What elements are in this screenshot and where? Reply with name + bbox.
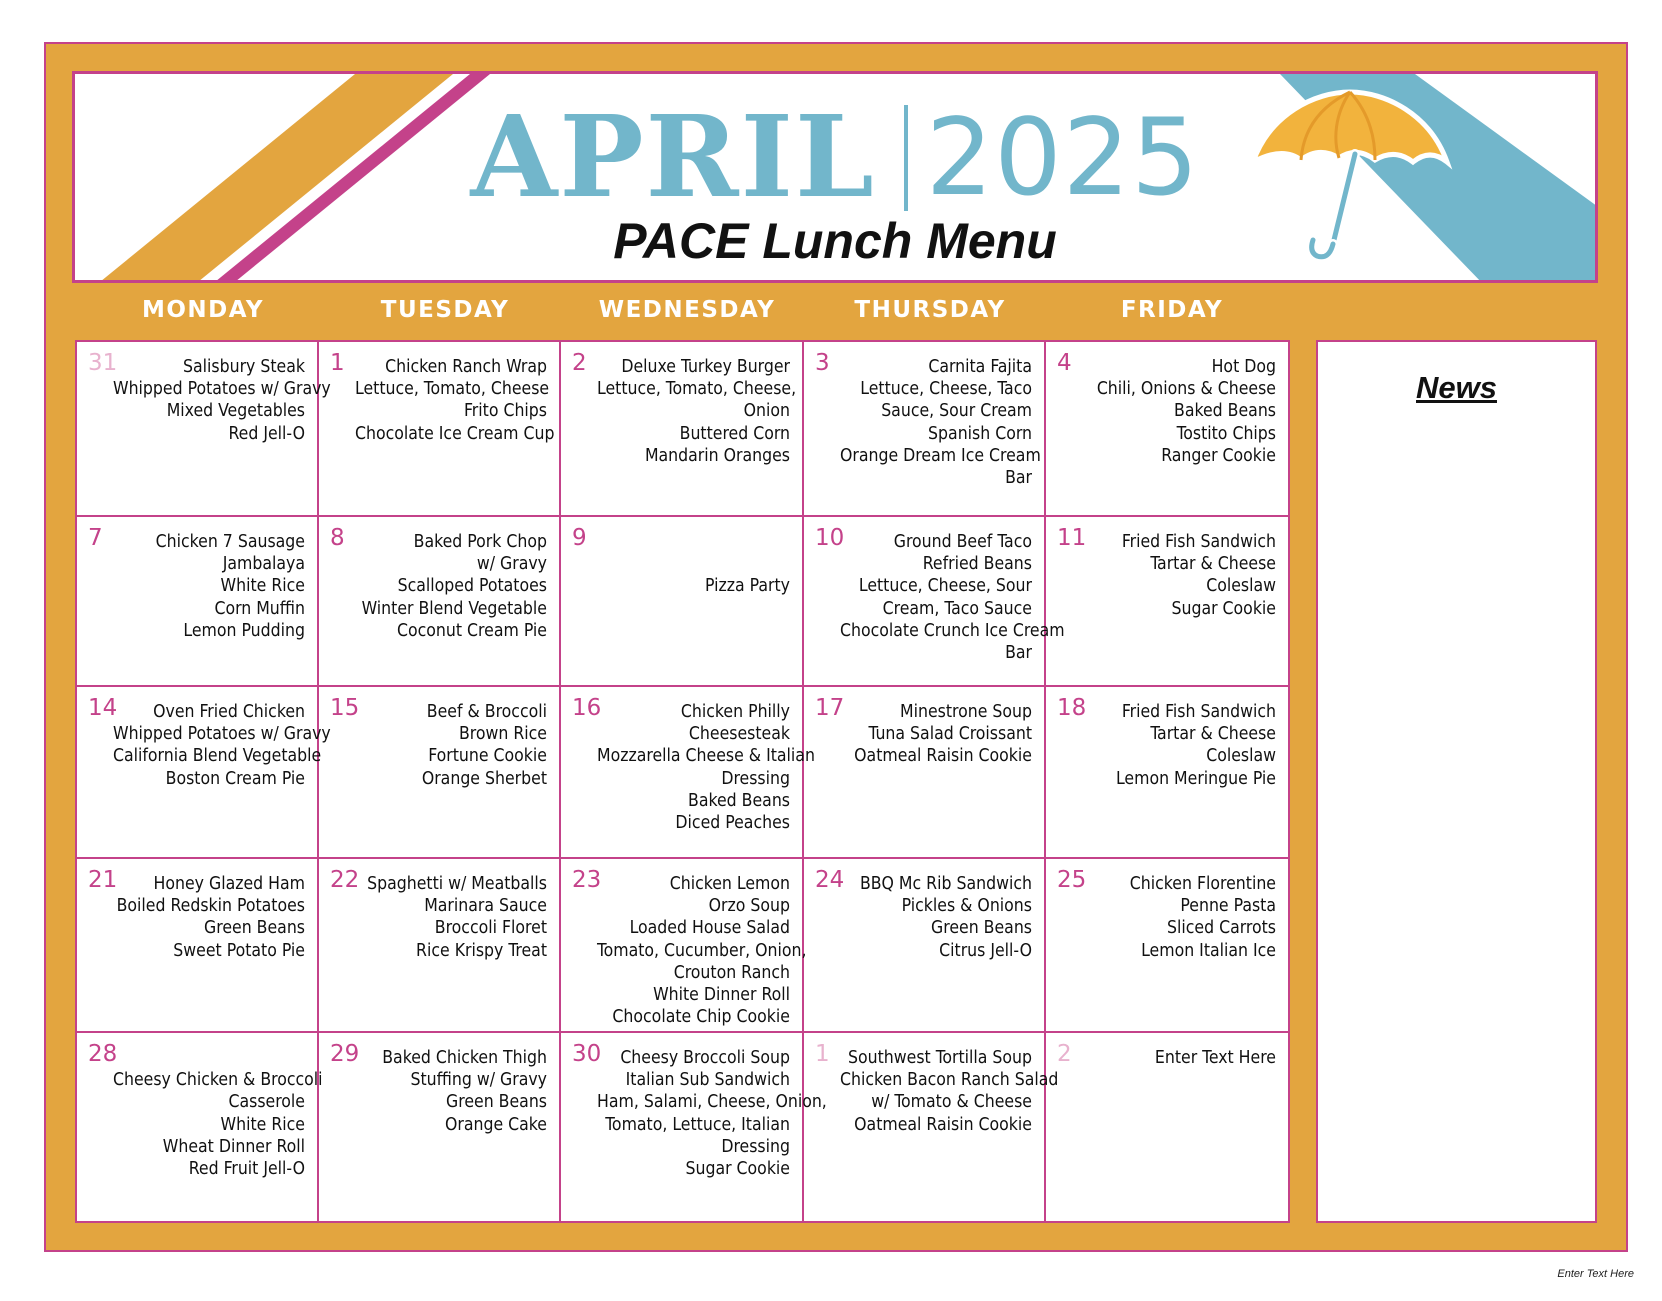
menu-item: Mozzarella Cheese & Italian [597,746,815,767]
menu-item: Ham, Salami, Cheese, Onion, [597,1092,827,1113]
menu-item: Onion [743,401,790,422]
day-number: 21 [88,867,118,893]
menu-item: White Rice [220,576,305,597]
calendar-day-cell [1046,859,1288,1033]
menu-item: Wheat Dinner Roll [162,1136,305,1157]
menu-item: Pickles & Onions [901,896,1032,917]
day-number: 8 [330,525,345,551]
day-number: 10 [815,525,845,551]
calendar-grid [75,340,1290,1223]
umbrella-icon [1245,84,1455,264]
calendar-day-cell [804,859,1046,1033]
day-number: 7 [88,525,103,551]
menu-item: Cheesy Broccoli Soup [620,1048,790,1068]
menu-item: Coleslaw [1206,576,1276,597]
footer-note: Enter Text Here [1557,1268,1634,1280]
menu-item: Fortune Cookie [428,746,547,767]
menu-item: Jambalaya [222,554,305,575]
calendar-day-cell [77,517,319,687]
menu-item: Beef & Broccoli [426,702,547,722]
menu-item: Baked Beans [688,790,790,811]
menu-item: Stuffing w/ Gravy [410,1070,547,1091]
calendar-day-cell [1046,517,1288,687]
menu-item: Dressing [721,768,790,789]
menu-items [355,701,547,790]
menu-item [113,1047,305,1069]
calendar-day-cell [1046,1033,1288,1221]
menu-item: Boiled Redskin Potatoes [116,896,305,917]
menu-item: Green Beans [931,918,1032,939]
menu-item: Broccoli Floret [434,918,547,939]
calendar-day-cell [561,517,804,687]
menu-item: White Rice [220,1114,305,1135]
menu-item: Carnita Fajita [928,357,1032,377]
menu-item: Buttered Corn [679,423,790,444]
page-subtitle: PACE Lunch Menu [613,213,1057,269]
menu-item: Fried Fish Sandwich [1121,702,1276,722]
menu-item: Orange Cake [444,1114,547,1135]
day-number: 9 [572,525,587,551]
calendar-day-cell [77,687,331,859]
calendar-day-cell [319,517,561,687]
menu-item: Italian Sub Sandwich [625,1070,790,1091]
menu-item: Winter Blend Vegetable [361,598,547,619]
menu-items [597,873,807,1028]
menu-items [840,356,1041,489]
day-number: 31 [88,350,118,376]
menu-item: Lettuce, Tomato, Cheese, [597,379,797,400]
day-number: 4 [1057,350,1072,376]
menu-item: Green Beans [446,1092,547,1113]
menu-item: Citrus Jell-O [939,940,1032,961]
menu-item: Deluxe Turkey Burger [621,357,790,377]
menu-item: Boston Cream Pie [165,768,305,789]
menu-item: Orange Sherbet [421,768,547,789]
day-number: 17 [815,695,845,721]
menu-item: Tartar & Cheese [1150,554,1276,575]
menu-item: Mandarin Oranges [644,445,790,466]
menu-item: Frito Chips [464,401,547,422]
menu-items [113,356,331,445]
menu-items [1082,356,1276,467]
menu-item: Chicken Florentine [1129,874,1276,894]
news-panel [1316,340,1597,1223]
menu-item: Tuna Salad Croissant [868,724,1032,745]
menu-item: Whipped Potatoes w/ Gravy [113,379,331,400]
day-number: 1 [330,350,345,376]
calendar-day-cell [1046,687,1288,859]
menu-item: Baked Beans [1174,401,1276,422]
title-year: 2025 [925,96,1200,219]
calendar-day-cell [804,517,1065,687]
menu-item: Red Jell-O [228,423,305,444]
menu-item: Orzo Soup [708,896,790,917]
menu-items [355,1047,547,1136]
menu-item: w/ Tomato & Cheese [871,1092,1032,1113]
menu-item: Rice Krispy Treat [416,940,547,961]
menu-item: Dressing [721,1136,790,1157]
menu-items [355,873,547,962]
menu-items [840,1047,1059,1136]
menu-item: Spaghetti w/ Meatballs [367,874,547,894]
menu-item: Sweet Potato Pie [173,940,305,961]
menu-item: Spanish Corn [928,423,1032,444]
menu-item: Coleslaw [1206,746,1276,767]
calendar-day-cell [1046,342,1288,517]
menu-item: Chicken 7 Sausage [155,532,305,552]
menu-item: Loaded House Salad [629,918,790,939]
header-banner [72,71,1598,283]
menu-item: Pizza Party [705,576,790,597]
calendar-day-cell [319,859,561,1033]
calendar-day-cell [561,342,804,517]
menu-item: Baked Pork Chop [413,532,547,552]
calendar-day-cell [804,342,1046,517]
menu-item: Hot Dog [1211,357,1276,377]
menu-items [113,1047,323,1180]
menu-item: Sauce, Sour Cream [881,401,1032,422]
menu-items [597,701,815,834]
news-title: News [1416,370,1497,405]
menu-item: Chili, Onions & Cheese [1096,379,1276,400]
calendar-day-cell [319,342,561,517]
day-number: 18 [1057,695,1087,721]
calendar-day-cell [77,859,319,1033]
day-number: 30 [572,1041,602,1067]
menu-item: White Dinner Roll [653,985,790,1006]
menu-item: BBQ Mc Rib Sandwich [859,874,1032,894]
day-number: 24 [815,867,845,893]
menu-item: Chicken Bacon Ranch Salad [840,1070,1059,1091]
menu-item: Chicken Lemon [669,874,790,894]
menu-item: Lemon Meringue Pie [1115,768,1276,789]
day-number: 23 [572,867,602,893]
menu-item: Bar [1005,468,1032,489]
menu-item: Penne Pasta [1180,896,1276,917]
menu-item: Orange Dream Ice Cream [840,445,1041,466]
menu-item: Ground Beef Taco [893,532,1032,552]
menu-item: California Blend Vegetable [113,746,322,767]
calendar-day-cell [804,687,1046,859]
menu-item: Tartar & Cheese [1150,724,1276,745]
day-header-wednesday: WEDNESDAY [598,297,776,323]
calendar-day-cell [77,1033,323,1221]
menu-item: Honey Glazed Ham [153,874,305,894]
menu-item: Scalloped Potatoes [397,576,547,597]
menu-item: Sugar Cookie [685,1159,790,1180]
menu-item: Fried Fish Sandwich [1121,532,1276,552]
menu-item: Lemon Pudding [183,620,305,641]
day-number: 11 [1057,525,1087,551]
day-header-monday: MONDAY [141,297,265,323]
menu-item: Minestrone Soup [900,702,1032,722]
menu-items [1082,1047,1276,1069]
menu-items [1082,701,1276,790]
day-number: 29 [330,1041,360,1067]
menu-items [1082,531,1276,620]
day-number: 14 [88,695,118,721]
menu-item: Chocolate Ice Cream Cup [355,423,555,444]
menu-item: Marinara Sauce [424,896,547,917]
day-number: 2 [1057,1041,1072,1067]
menu-item: Whipped Potatoes w/ Gravy [113,724,331,745]
menu-item: Oven Fried Chicken [153,702,305,722]
menu-items [840,531,1065,664]
day-number: 3 [815,350,830,376]
menu-item: Brown Rice [458,724,547,745]
menu-item: Crouton Ranch [673,962,790,983]
day-number: 22 [330,867,360,893]
menu-item: Chicken Ranch Wrap [385,357,547,377]
menu-items [1082,873,1276,962]
menu-items [355,356,555,445]
day-header-tuesday: TUESDAY [380,297,510,323]
calendar-day-cell [319,1033,561,1221]
menu-item: Southwest Tortilla Soup [848,1048,1032,1068]
menu-item [597,553,790,575]
menu-items [113,873,305,962]
menu-item: Chocolate Crunch Ice Cream [840,620,1065,641]
title-divider [904,105,908,211]
menu-item: Enter Text Here [1154,1048,1276,1068]
menu-item: Mixed Vegetables [166,401,305,422]
menu-item: Baked Chicken Thigh [382,1048,547,1068]
menu-items [840,701,1032,768]
menu-item: Coconut Cream Pie [397,620,547,641]
menu-item: Chicken Philly [680,702,790,722]
menu-items [113,531,305,642]
menu-item: Tomato, Cucumber, Onion, [597,940,807,961]
menu-item: Casserole [228,1092,305,1113]
menu-item: Lettuce, Cheese, Taco [860,379,1032,400]
menu-items [597,356,797,467]
menu-item: Sliced Carrots [1167,918,1276,939]
menu-item: Cheesy Chicken & Broccoli [113,1070,323,1091]
day-header-friday: FRIDAY [1120,297,1224,323]
title-month: APRIL [470,92,876,223]
menu-item: w/ Gravy [476,554,547,575]
day-number: 25 [1057,867,1087,893]
menu-item: Green Beans [204,918,305,939]
menu-item: Lettuce, Tomato, Cheese [355,379,550,400]
menu-item: Sugar Cookie [1171,598,1276,619]
day-number: 28 [88,1041,118,1067]
menu-item: Red Fruit Jell-O [188,1159,305,1180]
menu-item: Lettuce, Cheese, Sour [858,576,1032,597]
menu-items [597,1047,827,1180]
menu-item: Ranger Cookie [1161,445,1276,466]
calendar-day-cell [319,687,561,859]
menu-items [840,873,1032,962]
calendar-day-cell [77,342,331,517]
calendar-day-cell [561,859,807,1033]
calendar-day-cell [561,1033,827,1221]
day-header-thursday: THURSDAY [854,297,1006,323]
day-number: 2 [572,350,587,376]
calendar-day-cell [804,1033,1059,1221]
menu-items [113,701,331,790]
menu-item: Cream, Taco Sauce [882,598,1032,619]
day-number: 1 [815,1041,830,1067]
day-number: 16 [572,695,602,721]
menu-item: Oatmeal Raisin Cookie [854,746,1032,767]
menu-item: Tomato, Lettuce, Italian [605,1114,790,1135]
menu-items [355,531,547,642]
menu-item: Bar [1005,643,1032,664]
menu-item: Salisbury Steak [183,357,305,377]
menu-item: Lemon Italian Ice [1141,940,1276,961]
day-number: 15 [330,695,360,721]
calendar-day-cell [561,687,815,859]
menu-item: Oatmeal Raisin Cookie [854,1114,1032,1135]
menu-item: Diced Peaches [675,813,790,834]
menu-item [597,531,790,553]
menu-item: Corn Muffin [214,598,305,619]
menu-item: Tostito Chips [1176,423,1276,444]
menu-item: Chocolate Chip Cookie [612,1007,790,1028]
menu-items [597,531,790,598]
menu-item: Cheesesteak [688,724,790,745]
menu-item: Refried Beans [922,554,1032,575]
